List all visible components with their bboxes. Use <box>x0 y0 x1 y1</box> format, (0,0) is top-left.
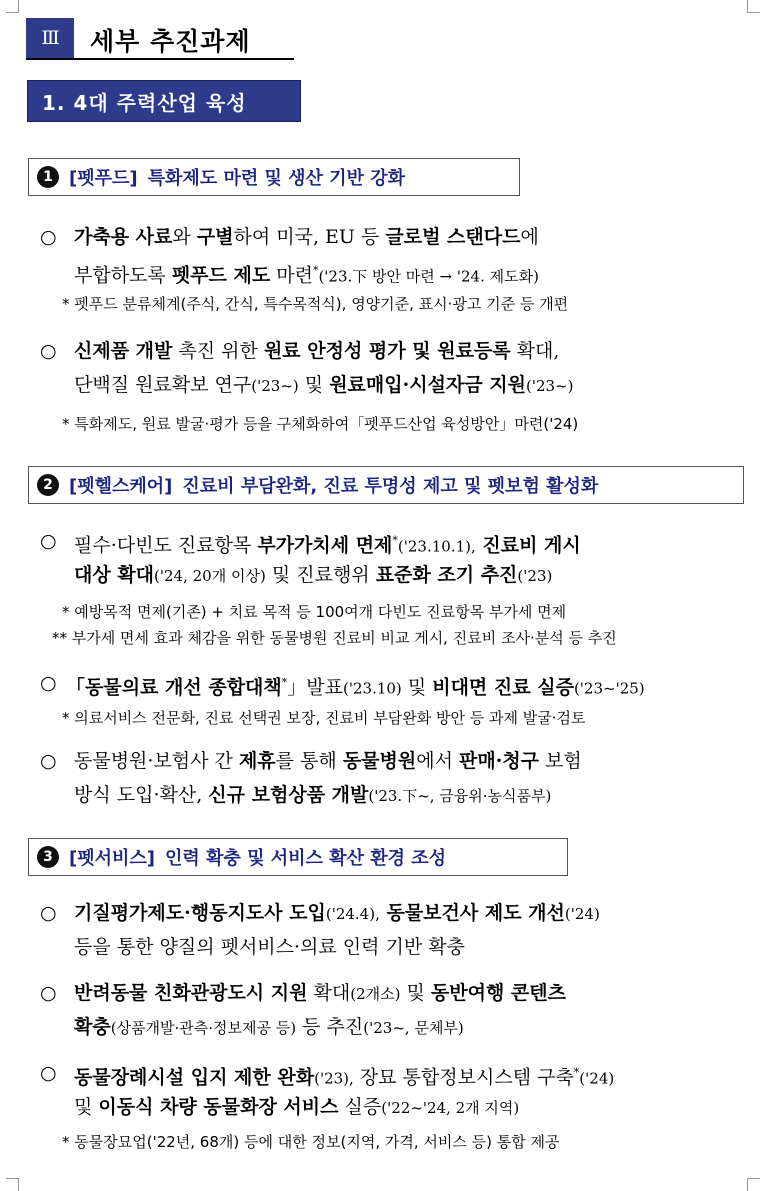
text-run: * <box>573 1066 580 1079</box>
text-run: 하여 미국, EU 등 <box>233 226 386 248</box>
item-line <box>74 334 744 368</box>
topic-tag-3: [펫서비스] <box>69 848 156 869</box>
bullet-marker: ○ <box>40 982 57 1004</box>
topic-number-3: 3 <box>37 846 59 868</box>
text-run: 단백질 원료확보 연구 <box>74 374 252 396</box>
footnote: * 의료서비스 전문화, 진료 선택권 보장, 진료비 부담완화 방안 등 과제 발굴·검토 <box>62 709 586 727</box>
bullet-marker: ○ <box>40 750 57 772</box>
subsection-title: 1. 4대 주력산업 육성 <box>27 80 301 122</box>
item-line <box>74 930 744 964</box>
section-number: Ⅲ <box>26 18 74 58</box>
topic-header-1 <box>28 158 520 196</box>
text-run: * <box>281 676 288 689</box>
section-header <box>26 18 294 60</box>
topic-tag-1: [펫푸드] <box>69 168 138 189</box>
bold-text-run: 기질평가제도·행동지도사 도입 <box>74 902 326 924</box>
text-run: 」발표 <box>287 676 343 699</box>
bold-text-run: 부가가치세 면제 <box>257 534 393 557</box>
text-run: ('24) <box>564 905 600 923</box>
bullet-marker: ○ <box>40 1062 57 1084</box>
text-run: 와 <box>172 226 197 248</box>
text-run: 마련 <box>270 264 313 287</box>
text-run: ('23~) <box>525 377 574 395</box>
bold-text-run: 판매·청구 <box>459 750 540 772</box>
text-run: 촉진 위한 <box>172 340 264 362</box>
text-run: 확대 <box>307 982 351 1004</box>
text-run: ('23) <box>517 567 553 585</box>
bold-text-run: 가축용 사료 <box>74 226 173 248</box>
text-run: ('24.4), <box>325 905 380 923</box>
text-run: * <box>312 264 319 277</box>
text-run: ('23), <box>314 1069 354 1088</box>
bold-text-run: 「동물의료 개선 종합대책 <box>66 676 282 699</box>
text-run: 부합하도록 <box>74 264 172 287</box>
item-line <box>74 976 744 1011</box>
text-run: 필수·다빈도 진료항목 <box>74 534 258 557</box>
item-line <box>74 896 744 931</box>
bold-text-run: 동반여행 콘텐츠 <box>430 982 566 1004</box>
bold-text-run: 구별 <box>196 226 234 248</box>
text-run: ('23.下~, 금융위·농식품부) <box>368 787 552 805</box>
crop-mark-top-left <box>6 0 19 13</box>
text-run: ('24, 20개 이상) <box>154 567 266 585</box>
item-line <box>74 1090 744 1125</box>
item-line <box>66 666 744 705</box>
item-line <box>74 778 744 813</box>
text-run: ('23~, 문체부) <box>363 1019 464 1037</box>
text-run: 및 <box>74 1096 99 1118</box>
text-run: 확대, <box>510 340 560 362</box>
bold-text-run: 표준화 조기 추진 <box>375 564 518 586</box>
bold-text-run: 대상 확대 <box>74 564 155 586</box>
text-run: 에 <box>520 226 539 248</box>
text-run: ('23.10) <box>343 679 402 698</box>
text-run: 및 <box>298 374 330 396</box>
text-run: ('23~) <box>251 377 299 395</box>
text-run: 보험 <box>539 750 582 772</box>
footnote: * 펫푸드 분류체계(주식, 간식, 특수목적식), 영양기준, 표시·광고 기준 등 개편 <box>62 295 569 313</box>
text-run: ('23.10.1), <box>397 537 476 556</box>
bold-text-run: 원료 안정성 평가 및 원료등록 <box>263 340 511 362</box>
text-run: 및 진료행위 <box>265 564 376 586</box>
bold-text-run: 글로벌 스탠다드 <box>385 226 521 248</box>
topic-title-2: 진료비 부담완화, 진료 투명성 제고 및 펫보험 활성화 <box>182 476 599 497</box>
text-run: 에서 <box>416 750 459 772</box>
bold-text-run: 펫푸드 제도 <box>171 264 271 287</box>
text-run: ('24) <box>579 1069 615 1088</box>
topic-title-1: 특화제도 마련 및 생산 기반 강화 <box>147 168 406 189</box>
topic-title-3: 인력 확충 및 서비스 확산 환경 조성 <box>165 848 447 869</box>
bullet-marker: ○ <box>40 340 57 362</box>
bold-text-run: 동물병원 <box>342 750 417 772</box>
bold-text-run: 신제품 개발 <box>74 340 173 362</box>
footnote: * 예방목적 면제(기존) + 치료 목적 등 100여개 다빈도 진료항목 부가세 면제 <box>62 603 567 621</box>
text-run: 및 <box>400 982 431 1004</box>
footnote: * 동물장묘업('22년, 68개) 등에 대한 정보(지역, 가격, 서비스 등) 통합 제공 <box>62 1133 560 1151</box>
bold-text-run: 동물장례시설 입지 제한 완화 <box>74 1066 315 1089</box>
text-run: 동물병원·보험사 간 <box>74 750 239 772</box>
crop-mark-bottom-right <box>747 1178 760 1191</box>
text-run: (2개소) <box>350 985 401 1003</box>
bullet-marker: ○ <box>40 672 57 694</box>
bold-text-run: 이동식 차량 동물화장 서비스 <box>98 1096 339 1118</box>
topic-number-1: 1 <box>37 166 59 188</box>
bold-text-run: 신규 보험상품 개발 <box>208 784 369 806</box>
item-line <box>74 220 744 254</box>
text-run: 등을 통한 양질의 펫서비스·의료 인력 기반 확충 <box>74 936 466 958</box>
bold-text-run: 진료비 게시 <box>475 534 581 557</box>
item-line <box>74 254 744 293</box>
text-run: 방식 도입·확산, <box>74 784 209 806</box>
topic-number-2: 2 <box>37 474 59 496</box>
bullet-marker: ○ <box>40 226 57 248</box>
item-line <box>74 368 744 403</box>
crop-mark-bottom-left <box>6 1178 19 1191</box>
bold-text-run: 원료매입·시설자금 지원 <box>329 374 526 396</box>
text-run: 장묘 통합정보시스템 구축 <box>353 1066 574 1089</box>
text-run: 실증 <box>338 1096 382 1118</box>
bullet-marker: ○ <box>40 530 57 552</box>
footnote: ** 부가세 면세 효과 체감을 위한 동물병원 진료비 비교 게시, 진료비 조사·분석 등 추진 <box>52 629 617 647</box>
text-run: ('23.下 방안 마련 → '24. 제도화) <box>318 267 539 286</box>
topic-header-3 <box>28 838 568 876</box>
bold-text-run: 제휴 <box>238 750 276 772</box>
topic-header-2 <box>28 466 744 504</box>
text-run: 를 통해 <box>275 750 343 772</box>
text-run: ('22~'24, 2개 지역) <box>381 1099 520 1117</box>
item-line <box>74 744 744 778</box>
crop-mark-top-right <box>747 0 760 13</box>
bold-text-run: 확충 <box>74 1016 111 1038</box>
item-line <box>74 1010 744 1045</box>
bold-text-run: 반려동물 친화관광도시 지원 <box>74 982 308 1004</box>
text-run: (상품개발·관측·정보제공 등) <box>110 1019 297 1037</box>
footnote: * 특화제도, 원료 발굴·평가 등을 구체화하여「펫푸드산업 육성방안」마련('24) <box>62 415 579 433</box>
bold-text-run: 동물보건사 제도 개선 <box>379 902 565 924</box>
text-run: ('23~'25) <box>573 679 645 698</box>
text-run: * <box>392 534 398 547</box>
item-line <box>74 558 744 593</box>
bullet-marker: ○ <box>40 902 57 924</box>
topic-tag-2: [펫헬스케어] <box>69 476 173 497</box>
section-title: 세부 추진과제 <box>90 27 251 56</box>
bold-text-run: 비대면 진료 실증 <box>432 676 574 699</box>
text-run: 등 추진 <box>296 1016 364 1038</box>
text-run: 및 <box>401 676 433 699</box>
